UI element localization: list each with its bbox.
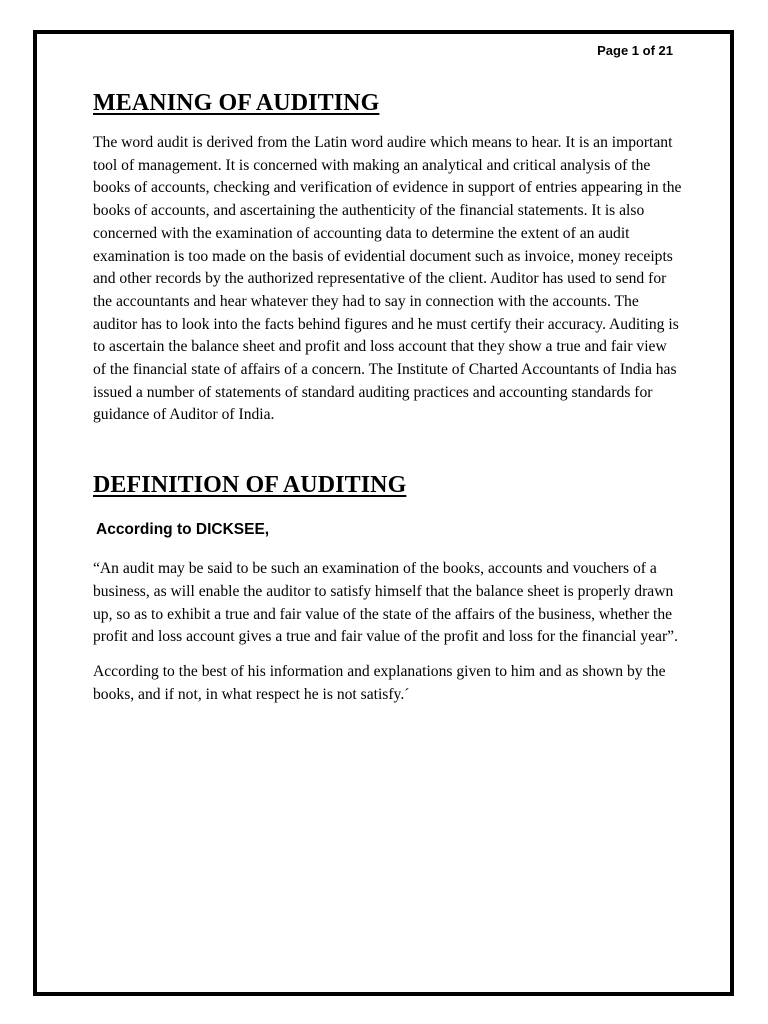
page-number-total: 21 xyxy=(658,43,673,58)
page-number xyxy=(597,43,673,58)
meaning-heading: MEANING OF AUDITING xyxy=(93,90,380,116)
definition-heading: DEFINITION OF AUDITING xyxy=(93,472,407,499)
meaning-paragraph: The word audit is derived from the Latin word audire which means to hear. It is an important tool of management. It is concerned with making an analytical and critical analysis of the books of accounts, checking and verification of evidence in support of entries appearing in the books of accounts, and ascertaining the authenticity of the financial statements. It is also concerned with the examination of accounting data to determine the extent of an audit examination is too made on the basis of evidential document such as invoice, money receipts and other records by the authorized representative of the client. Auditor has used to send for the accountants and hear whatever they had to say in connection with the accounts. The auditor has to look into the facts behind figures and he must certify their accuracy. Auditing is to ascertain the balance sheet and profit and loss account that they show a true and fair view of the financial state of affairs of a concern. The Institute of Charted Accountants of India has issued a number of statements of standard auditing practices and accounting standards for guidance of Auditor of India. xyxy=(93,134,682,424)
dicksee-quote: “An audit may be said to be such an examination of the books, accounts and vouchers of a business, as will enable the auditor to satisfy himself that the balance sheet is properly drawn up, so as to exhibit a true and fair value of the state of the affairs of the business, whether the profit and loss account gives a true and fair value of the profit and loss for the financial year”. xyxy=(93,560,678,646)
document-content xyxy=(93,86,683,706)
page-number-middle: of xyxy=(639,43,659,58)
closing-paragraph: According to the best of his information and explanations given to him and as shown by the books, and if not, in what respect he is not satisfy.´ xyxy=(93,662,666,703)
page-number-current: 1 xyxy=(631,43,640,58)
according-to-dicksee: According to DICKSEE, xyxy=(96,521,270,539)
page-number-prefix: Page xyxy=(597,43,632,58)
